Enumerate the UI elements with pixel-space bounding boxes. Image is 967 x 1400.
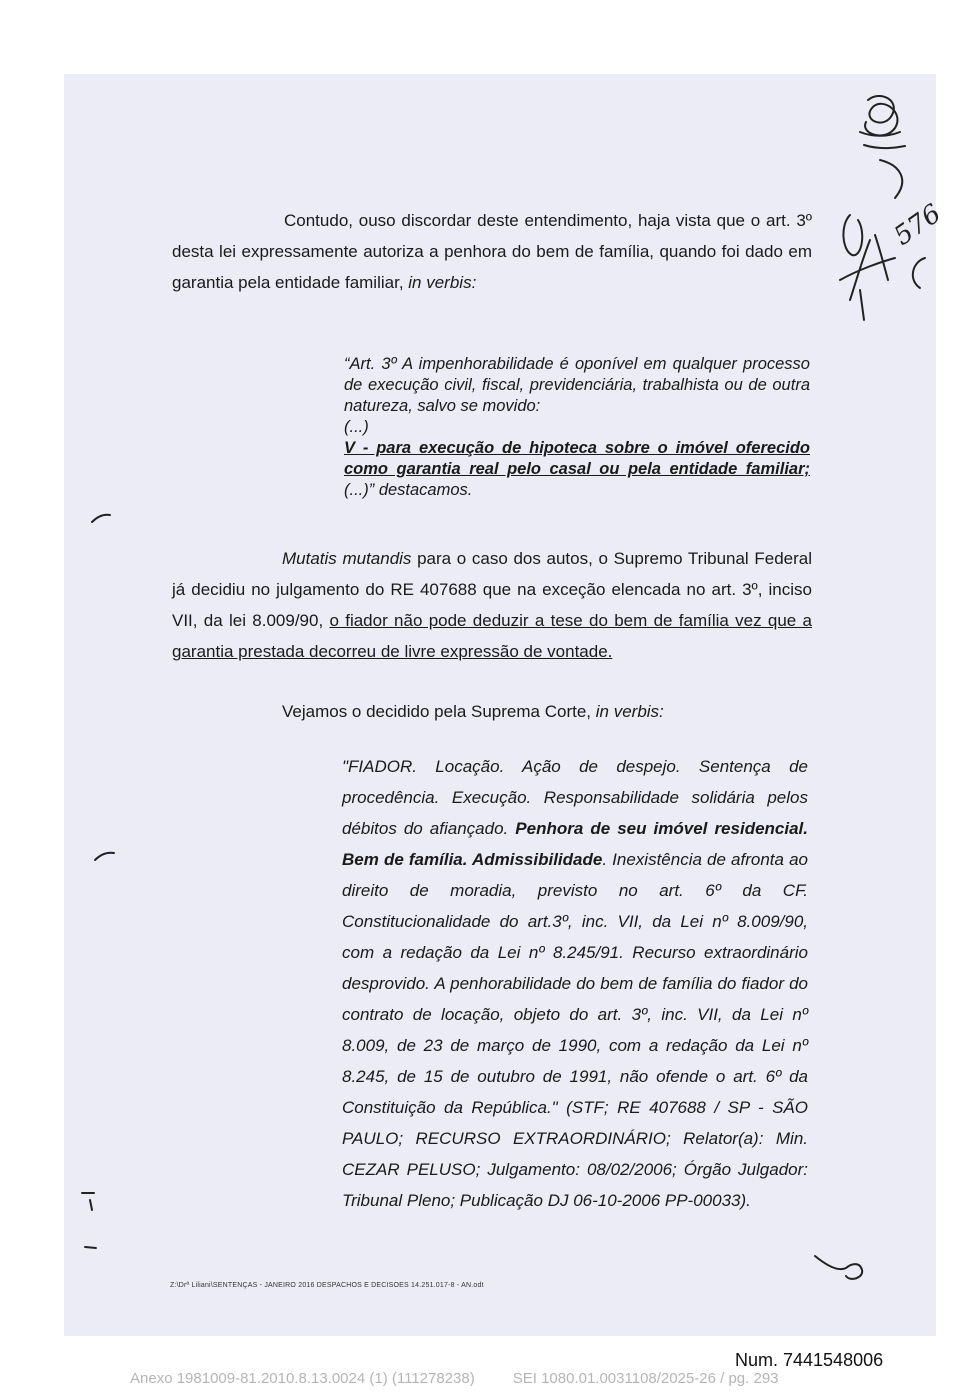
annex-reference: Anexo 1981009-81.2010.8.13.0024 (1) (111278238) (130, 1370, 475, 1387)
quote-stf-start: "FIADOR. Locação. Ação de despejo. Sentença de procedência. Execução. Responsabilidade solidária pelos débitos do afiançado. (342, 757, 808, 838)
c-mark (913, 258, 925, 288)
paragraph-3-text: Vejamos o decidido pela Suprema Corte, (282, 702, 596, 721)
paragraph-2-underlined: o fiador não pode deduzir a tese do bem de família vez que a garantia prestada decorreu de livre expressão de vontade. (172, 611, 812, 661)
stroke-down (860, 290, 864, 320)
initials-mark (840, 215, 895, 300)
quote-law-intro: “Art. 3º A impenhorabilidade é oponível em qualquer processo de execução civil, fiscal, previdenciária, trabalhista ou de outra natureza, salvo se movido: (344, 355, 810, 415)
paragraph-2-text: para o caso dos autos, o Supremo Tribunal Federal já decidiu no julgamento do RE 407688 que na exceção elencada no art. 3º, inciso VII, da lei 8.009/90, (172, 549, 813, 630)
corner-mark-1 (92, 515, 110, 522)
margin-tick-1 (82, 1193, 94, 1210)
annex-footer (130, 1370, 779, 1387)
paragraph-3-in-verbis: in verbis: (595, 702, 664, 721)
paragraph-2-mutatis: Mutatis mutandis (282, 549, 412, 568)
paragraph-1-in-verbis: in verbis: (408, 273, 477, 292)
margin-tick-2 (85, 1247, 96, 1248)
quote-stf-rest: . Inexistência de afronta ao direito de moradia, previsto no art. 6º da CF. Constitucionalidade do art.3º, inc. VII, da Lei nº 8.009/90, com a redação da Lei nº 8.245/91. Recurso extraordinário desprovido. A penhorabilidade do bem de família do fiador do contrato de locação, objeto do art. 3º, inc. VII, da Lei nº 8.009, de 23 de março de 1990, com a redação da Lei nº 8.245, de 15 de outubro de 1991, não ofende o art. 6º da Constituição da República." (STF; RE 407688 / SP - SÃO PAULO; RECURSO EXTRAORDINÁRIO; Relator(a): Min. CEZAR PELUSO; Julgamento: 08/02/2006; Órgão Julgador: Tribunal Pleno; Publicação DJ 06-10-2006 PP-00033). (342, 850, 808, 1210)
handwritten-page-number: 576 (888, 198, 947, 252)
file-path-footer: Z:\Drª Liliani\SENTENÇAS - JANEIRO 2016 DESPACHOS E DECISOES 14.251.017-8 - AN.odt (170, 1282, 484, 1289)
corner-mark-2 (95, 853, 114, 860)
quote-law-end: (...)” destacamos. (344, 481, 473, 499)
check-mark (815, 1256, 862, 1279)
quote-law-ellipsis: (...) (344, 418, 369, 436)
document-number: Num. 7441548006 (735, 1350, 884, 1370)
paragraph-1-text: Contudo, ouso discordar deste entendimento, haja vista que o art. 3º desta lei expressamente autoriza a penhora do bem de família, quando foi dado em garantia pela entidade familiar, (172, 211, 812, 292)
quote-stf-bold: Penhora de seu imóvel residencial. Bem de família. Admissibilidade (342, 819, 808, 869)
sei-reference: SEI 1080.01.0031108/2025-26 / pg. 293 (512, 1370, 779, 1387)
scribble-mark (860, 96, 905, 148)
curve-mark (880, 160, 902, 198)
quote-law-highlight: V - para execução de hipoteca sobre o imóvel oferecido como garantia real pelo casal ou pela entidade familiar; (344, 439, 810, 478)
